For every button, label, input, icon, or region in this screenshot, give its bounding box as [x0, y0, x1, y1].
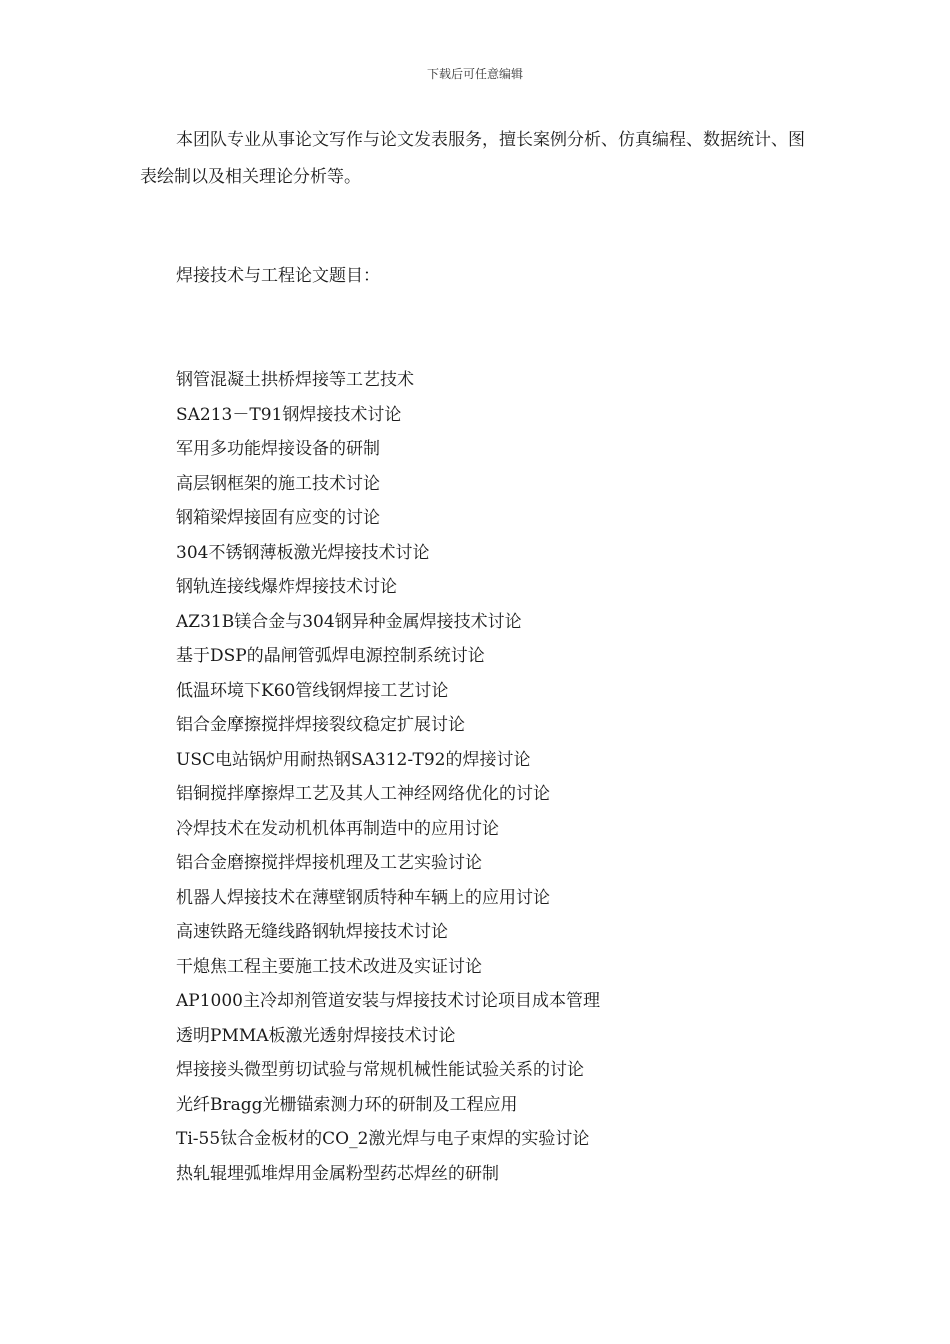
section-title: 焊接技术与工程论文题目：	[176, 266, 380, 286]
list-item: AZ31B镁合金与304钢异种金属焊接技术讨论	[176, 611, 522, 632]
list-item: 钢箱梁焊接固有应变的讨论	[176, 508, 380, 528]
list-item: 光纤Bragg光栅锚索测力环的研制及工程应用	[176, 1094, 518, 1115]
list-item: 干熄焦工程主要施工技术改进及实证讨论	[176, 956, 482, 977]
list-item: 焊接接头微型剪切试验与常规机械性能试验关系的讨论	[176, 1060, 584, 1080]
list-item: 军用多功能焊接设备的研制	[176, 439, 380, 459]
list-item: 冷焊技术在发动机机体再制造中的应用讨论	[176, 818, 499, 839]
page-header-note: 下载后可任意编辑	[426, 67, 523, 81]
list-item: 铝铜搅拌摩擦焊工艺及其人工神经网络优化的讨论	[176, 784, 550, 804]
list-item: 铝合金磨擦搅拌焊接机理及工艺实验讨论	[176, 853, 482, 873]
list-item: 钢管混凝土拱桥焊接等工艺技术	[176, 370, 414, 390]
list-item: 304不锈钢薄板激光焊接技术讨论	[176, 542, 430, 563]
list-item: AP1000主冷却剂管道安装与焊接技术讨论项目成本管理	[176, 991, 600, 1011]
topic-list	[176, 366, 600, 1194]
list-item: 低温环境下K60管线钢焊接工艺讨论	[176, 680, 449, 701]
list-item: USC电站锅炉用耐热钢SA312-T92的焊接讨论	[176, 749, 531, 770]
list-item: 钢轨连接线爆炸焊接技术讨论	[176, 577, 397, 597]
list-item: Ti-55钛合金板材的CO_2激光焊与电子束焊的实验讨论	[176, 1129, 590, 1149]
intro-paragraph: 本团队专业从事论文写作与论文发表服务，擅长案例分析、仿真编程、数据统计、图表绘制以及相关理论分析等。	[140, 130, 805, 187]
list-item: 基于DSP的晶闸管弧焊电源控制系统讨论	[176, 646, 485, 666]
list-item: 高层钢框架的施工技术讨论	[176, 473, 380, 494]
list-item: 透明PMMA板激光透射焊接技术讨论	[176, 1025, 456, 1046]
list-item: SA213－T91钢焊接技术讨论	[176, 404, 402, 425]
list-item: 铝合金摩擦搅拌焊接裂纹稳定扩展讨论	[176, 715, 465, 735]
list-item: 机器人焊接技术在薄壁钢质特种车辆上的应用讨论	[176, 887, 550, 908]
list-item: 高速铁路无缝线路钢轨焊接技术讨论	[176, 922, 448, 942]
list-item: 热轧辊埋弧堆焊用金属粉型药芯焊丝的研制	[176, 1163, 499, 1184]
